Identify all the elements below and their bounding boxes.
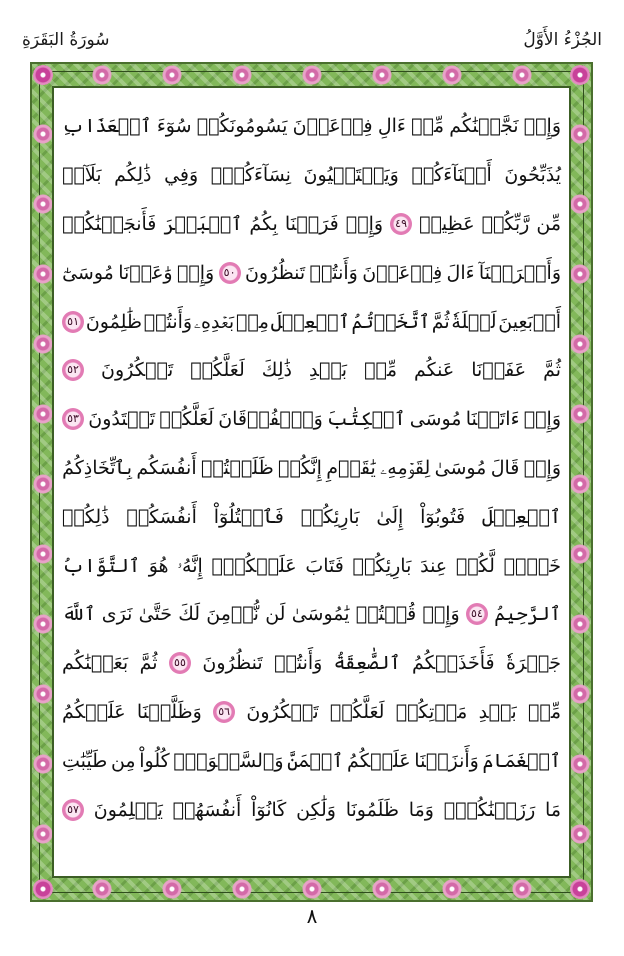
verse-line bbox=[62, 297, 561, 346]
border-flower-ornament bbox=[232, 879, 252, 899]
verse-word: مَا bbox=[545, 798, 561, 821]
ayah-number-marker: ٤٩ bbox=[390, 213, 412, 235]
border-flower-ornament bbox=[372, 65, 392, 85]
border-flower-ornament bbox=[92, 879, 112, 899]
verse-word: ذَٰلِكَ bbox=[261, 359, 293, 382]
verse-word: فَتُوبُوٓاْ bbox=[420, 505, 466, 528]
verse-word: مُوسَى bbox=[409, 408, 462, 431]
verse-word: وَإِذۡ bbox=[523, 408, 561, 431]
ayah-number-marker: ٥١ bbox=[62, 311, 84, 333]
verse-line bbox=[62, 785, 561, 834]
border-flower-ornament bbox=[570, 879, 590, 899]
verse-word: يَٰمُوسَىٰ bbox=[291, 603, 350, 626]
verse-word: ءَالَ bbox=[446, 261, 475, 284]
verse-word: وَإِذۡ bbox=[176, 261, 215, 284]
verse-word: وَإِذۡ bbox=[345, 212, 384, 235]
verse-word: جَهۡرَةٗ bbox=[506, 652, 561, 675]
verse-word: أَنفُسَكُمۡ bbox=[126, 505, 197, 528]
verse-word: يَظۡلِمُونَ bbox=[93, 798, 163, 821]
verse-word: نِسَآءَكُمۡۚ bbox=[210, 164, 291, 187]
verse-word: ٱلصَّٰعِقَةُ bbox=[333, 652, 401, 675]
verse-line bbox=[62, 639, 561, 688]
verse-word: مُوسَىٰٓ bbox=[62, 261, 114, 284]
verse-word: عَفَوۡنَا bbox=[471, 359, 527, 382]
verse-word: ءَاتَيۡنَا bbox=[465, 408, 520, 431]
verse-line bbox=[62, 541, 561, 590]
verse-line bbox=[62, 151, 561, 200]
border-flower-ornament bbox=[33, 544, 53, 564]
verse-line bbox=[62, 102, 561, 151]
verse-word: بَعَثۡنَٰكُم bbox=[62, 652, 129, 675]
verse-line bbox=[62, 346, 561, 395]
border-flower-ornament bbox=[570, 684, 590, 704]
verse-word: قَالَ bbox=[490, 456, 520, 479]
verse-word: كُلُواْ bbox=[139, 749, 170, 772]
verse-word: فَٱقۡتُلُوٓاْ bbox=[213, 505, 284, 528]
verse-word: لَعَلَّكُمۡ bbox=[190, 359, 245, 382]
border-flower-ornament bbox=[33, 824, 53, 844]
verse-word: إِنَّهُۥ bbox=[177, 554, 203, 577]
verse-word: فَتَابَ bbox=[305, 554, 344, 577]
verse-word: عَلَيۡكُمۡۚ bbox=[211, 554, 297, 577]
verse-word: مِّنۢ bbox=[528, 700, 561, 723]
page-border-frame bbox=[30, 62, 593, 902]
border-flower-ornament bbox=[570, 264, 590, 284]
verse-word: مِن bbox=[110, 749, 136, 772]
verse-word: ٱلۡكِتَٰبَ bbox=[327, 408, 406, 431]
verse-word: عِندَ bbox=[420, 554, 448, 577]
verse-word: مِنۢ bbox=[235, 310, 269, 333]
verse-word: ظَٰلِمُونَ bbox=[85, 310, 143, 333]
border-flower-ornament bbox=[442, 65, 462, 85]
verse-word: تَشۡكُرُونَ bbox=[101, 359, 174, 382]
verse-word: مِّنۢ bbox=[364, 359, 398, 382]
verse-word: مِّنۡ bbox=[411, 115, 445, 138]
ayah-number-marker: ٥٢ bbox=[62, 359, 84, 381]
verse-word: بَعۡدِ bbox=[478, 700, 517, 723]
verse-word: ذَٰلِكُم bbox=[114, 164, 152, 187]
ayah-number-marker: ٥٧ bbox=[62, 799, 84, 821]
verse-word: وَيَسۡتَحۡيُونَ bbox=[303, 164, 399, 187]
border-flower-ornament bbox=[570, 404, 590, 424]
verse-word: أَبۡنَآءَكُمۡ bbox=[411, 164, 492, 187]
verse-word: بَعۡدِهِۦ bbox=[193, 310, 235, 333]
border-flower-ornament bbox=[512, 65, 532, 85]
verse-line bbox=[62, 200, 561, 249]
verse-word: ذَٰلِكُمۡ bbox=[62, 505, 110, 528]
border-flower-ornament bbox=[442, 879, 462, 899]
verse-word: لَّكُمۡ bbox=[455, 554, 495, 577]
border-flower-ornament bbox=[232, 65, 252, 85]
border-flower-ornament bbox=[33, 474, 53, 494]
verse-word: عَنكُم bbox=[414, 359, 455, 382]
verse-word: فِرۡعَوۡنَ bbox=[292, 115, 373, 138]
verse-word: ٱلتَّوَّابُ bbox=[62, 554, 141, 577]
border-flower-ornament bbox=[302, 65, 322, 85]
verse-word: كَانُوٓاْ bbox=[251, 798, 287, 821]
verse-word: فَأَخَذَتۡكُمُ bbox=[412, 652, 495, 675]
verse-word: أَنفُسَهُمۡ bbox=[172, 798, 242, 821]
verse-line bbox=[62, 395, 561, 444]
verse-word: ٱلۡعَذَابِ bbox=[62, 115, 152, 138]
verse-word: ٱلرَّحِيمُ bbox=[494, 603, 561, 626]
verse-word: حَتَّىٰ bbox=[138, 603, 172, 626]
border-flower-ornament bbox=[33, 879, 53, 899]
verse-word: ثُمَّ bbox=[543, 359, 561, 382]
verse-word: لِقَوۡمِهِۦ bbox=[380, 456, 431, 479]
verse-word: تَنظُرُونَ bbox=[202, 652, 263, 675]
border-flower-ornament bbox=[92, 65, 112, 85]
verse-word: بَلَآءٞ bbox=[62, 164, 102, 187]
verse-word: ٱلۡعِجۡلَ bbox=[270, 310, 350, 333]
verse-line bbox=[62, 688, 561, 737]
verse-word: مُوسَىٰ bbox=[434, 456, 487, 479]
verse-word: تَهۡتَدُونَ bbox=[88, 408, 156, 431]
verse-word: لَكَ bbox=[178, 603, 200, 626]
border-flower-ornament bbox=[302, 879, 322, 899]
verse-word: لَعَلَّكُمۡ bbox=[329, 700, 385, 723]
surah-name: سُورَةُ البَقَرَةِ bbox=[22, 30, 110, 50]
verse-word: وَفِي bbox=[164, 164, 199, 187]
verse-line bbox=[62, 248, 561, 297]
verse-word: ثُمَّ bbox=[431, 310, 450, 333]
verse-word: وَإِذۡ bbox=[523, 115, 561, 138]
border-flower-ornament bbox=[570, 124, 590, 144]
verse-word: فَأَنجَيۡنَٰكُمۡ bbox=[62, 212, 157, 235]
verse-word: ٱلۡمَنَّ bbox=[287, 749, 344, 772]
verse-word: تَشۡكُرُونَ bbox=[246, 700, 319, 723]
verse-word: ٱلۡبَحۡرَ bbox=[163, 212, 243, 235]
border-flower-ornament bbox=[33, 334, 53, 354]
verse-word: عَلَيۡكُمُ bbox=[62, 700, 126, 723]
ayah-number-marker: ٥٣ bbox=[62, 408, 84, 430]
verse-word: نُّؤۡمِنَ bbox=[206, 603, 259, 626]
verse-word: نَجَّيۡنَٰكُم bbox=[449, 115, 519, 138]
verse-word: ٱلۡعِجۡلَ bbox=[481, 505, 561, 528]
verse-word: ءَالِ bbox=[377, 115, 406, 138]
verse-word: مِّن bbox=[536, 212, 561, 235]
border-flower-ornament bbox=[570, 754, 590, 774]
verse-word: سُوٓءَ bbox=[156, 115, 192, 138]
border-flower-ornament bbox=[33, 264, 53, 284]
verse-word: وَإِذۡ bbox=[422, 603, 460, 626]
border-flower-ornament bbox=[33, 65, 53, 85]
border-flower-ornament bbox=[512, 879, 532, 899]
verse-word: عَظِيمٞ bbox=[419, 212, 475, 235]
verse-word: بَعۡدِ bbox=[309, 359, 348, 382]
verse-word: رَّبِّكُمۡ bbox=[481, 212, 530, 235]
border-flower-ornament bbox=[570, 824, 590, 844]
verse-word: بَارِئِكُمۡ bbox=[352, 554, 412, 577]
ayah-number-marker: ٥٤ bbox=[466, 603, 488, 625]
border-flower-ornament bbox=[33, 754, 53, 774]
verse-word: إِلَىٰ bbox=[376, 505, 404, 528]
border-flower-ornament bbox=[33, 124, 53, 144]
verse-word: تَنظُرُونَ bbox=[244, 261, 306, 284]
verse-word: نَرَى bbox=[101, 603, 133, 626]
border-flower-ornament bbox=[33, 404, 53, 424]
verse-word: هُوَ bbox=[148, 554, 169, 577]
border-flower-ornament bbox=[33, 684, 53, 704]
verse-word: وَٰعَدۡنَا bbox=[118, 261, 173, 284]
verse-word: يُذَبِّحُونَ bbox=[504, 164, 561, 187]
border-flower-ornament bbox=[570, 194, 590, 214]
verse-word: أَنفُسَكُم bbox=[136, 456, 197, 479]
verse-lines bbox=[62, 102, 561, 834]
verse-text-area bbox=[52, 86, 571, 878]
verse-line bbox=[62, 736, 561, 785]
border-flower-ornament bbox=[162, 65, 182, 85]
verse-line bbox=[62, 492, 561, 541]
ayah-number-marker: ٥٠ bbox=[219, 262, 241, 284]
verse-word: رَزَقۡنَٰكُمۡۚ bbox=[443, 798, 536, 821]
border-flower-ornament bbox=[570, 474, 590, 494]
verse-word: فَرَقۡنَا bbox=[284, 212, 339, 235]
ayah-number-marker: ٥٥ bbox=[169, 652, 191, 674]
border-flower-ornament bbox=[570, 65, 590, 85]
verse-word: وَإِذۡ bbox=[523, 456, 561, 479]
verse-word: وَأَنتُمۡ bbox=[143, 310, 193, 333]
verse-word: لَعَلَّكُمۡ bbox=[159, 408, 214, 431]
verse-word: وَأَنزَلۡنَا bbox=[414, 749, 479, 772]
verse-word: يَٰقَوۡمِ bbox=[326, 456, 376, 479]
verse-word: خَيۡرٞ bbox=[503, 554, 561, 577]
verse-word: وَظَلَّلۡنَا bbox=[136, 700, 202, 723]
verse-word: بِكُمُ bbox=[249, 212, 278, 235]
verse-word: يَسُومُونَكُمۡ bbox=[196, 115, 288, 138]
verse-word: ٱلۡغَمَامَ bbox=[482, 749, 561, 772]
verse-word: ٱللَّهَ bbox=[62, 603, 96, 626]
verse-word: قُلۡتُمۡ bbox=[355, 603, 417, 626]
border-flower-ornament bbox=[33, 194, 53, 214]
juz-name: الجُزْءُ الأَوَّلُ bbox=[523, 30, 602, 50]
verse-word: ثُمَّ bbox=[139, 652, 158, 675]
border-flower-ornament bbox=[33, 614, 53, 634]
border-flower-ornament bbox=[570, 614, 590, 634]
verse-line bbox=[62, 444, 561, 493]
verse-word: وَأَنتُمۡ bbox=[309, 261, 358, 284]
ayah-number-marker: ٥٦ bbox=[213, 701, 235, 723]
page-number: ٨ bbox=[306, 904, 318, 928]
verse-word: إِنَّكُمۡ bbox=[278, 456, 322, 479]
verse-word: وَلَٰكِن bbox=[296, 798, 336, 821]
verse-word: وَأَنتُمۡ bbox=[274, 652, 323, 675]
verse-word: لَن bbox=[265, 603, 286, 626]
verse-word: وَأَغۡرَقۡنَآ bbox=[478, 261, 561, 284]
verse-word: ظَلَمُونَا bbox=[345, 798, 400, 821]
verse-line bbox=[62, 590, 561, 639]
verse-word: ظَلَمۡتُمۡ bbox=[200, 456, 274, 479]
verse-word: وَٱلۡفُرۡقَانَ bbox=[218, 408, 323, 431]
border-flower-ornament bbox=[570, 334, 590, 354]
verse-word: عَلَيۡكُمُ bbox=[347, 749, 411, 772]
verse-word: بَارِئِكُمۡ bbox=[300, 505, 360, 528]
verse-word: لَيۡلَةٗ bbox=[451, 310, 497, 333]
border-flower-ornament bbox=[570, 544, 590, 564]
verse-word: أَرۡبَعِينَ bbox=[498, 310, 561, 333]
verse-word: وَمَا bbox=[408, 798, 434, 821]
verse-word: وَٱلسَّلۡوَىٰۖ bbox=[173, 749, 284, 772]
verse-word: مَوۡتِكُمۡ bbox=[395, 700, 468, 723]
verse-word: ٱتَّخَذۡتُمُ bbox=[351, 310, 430, 333]
border-flower-ornament bbox=[162, 879, 182, 899]
border-flower-ornament bbox=[372, 879, 392, 899]
verse-word: طَيِّبَٰتِ bbox=[62, 749, 108, 772]
verse-word: فِرۡعَوۡنَ bbox=[362, 261, 443, 284]
verse-word: بِٱتِّخَاذِكُمُ bbox=[62, 456, 132, 479]
